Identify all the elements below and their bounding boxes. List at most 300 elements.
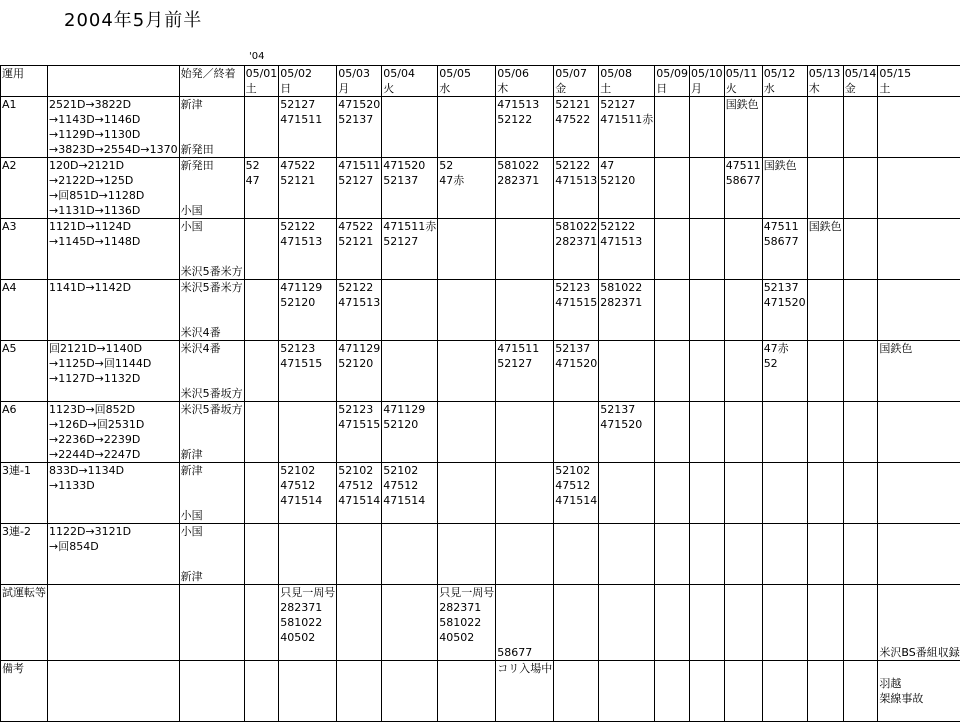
cell-line: 47赤 xyxy=(439,173,494,188)
vehicle-cell xyxy=(689,585,724,661)
cell-line: 月 xyxy=(338,81,380,96)
vehicle-cell xyxy=(438,524,496,585)
cell-line: 471513 xyxy=(497,97,552,112)
cell-line: 小国 xyxy=(181,219,243,234)
cell-line: 52120 xyxy=(600,173,653,188)
route-cell xyxy=(48,463,180,524)
vehicle-cell xyxy=(689,341,724,402)
cell-line xyxy=(497,630,552,645)
cell-line xyxy=(879,600,959,615)
cell-line xyxy=(181,432,243,447)
vehicle-cell xyxy=(878,158,960,219)
vehicle-cell xyxy=(878,524,960,585)
vehicle-cell xyxy=(496,97,554,158)
vehicle-cell xyxy=(843,97,878,158)
vehicle-cell xyxy=(807,402,843,463)
cell-line: →1127D→1132D xyxy=(49,371,178,386)
vehicle-cell xyxy=(599,219,655,280)
vehicle-cell xyxy=(337,524,382,585)
cell-line: 52120 xyxy=(383,417,436,432)
cell-line: 52137 xyxy=(338,112,380,127)
route-cell xyxy=(48,402,180,463)
cell-line: 47512 xyxy=(338,478,380,493)
header-unyo: 運用 xyxy=(1,66,48,97)
vehicle-cell xyxy=(807,463,843,524)
vehicle-cell xyxy=(762,219,807,280)
vehicle-cell xyxy=(724,341,762,402)
start-end-cell xyxy=(179,280,244,341)
cell-line: →126D→回2531D xyxy=(49,417,178,432)
start-end-cell xyxy=(179,661,244,722)
cell-line xyxy=(49,295,178,310)
start-end-cell xyxy=(179,158,244,219)
cell-line: 只見一周号 xyxy=(280,585,335,600)
cell-line xyxy=(497,615,552,630)
row-name: A4 xyxy=(1,280,48,341)
vehicle-cell xyxy=(279,158,337,219)
cell-line: 05/12 xyxy=(764,66,806,81)
vehicle-cell xyxy=(878,661,960,722)
cell-line: 架線事故 xyxy=(879,691,959,706)
header-route xyxy=(48,66,180,97)
cell-line: 05/04 xyxy=(383,66,436,81)
cell-line: 米沢5番坂方 xyxy=(181,402,243,417)
vehicle-cell xyxy=(655,158,690,219)
cell-line: 米沢4番 xyxy=(181,341,243,356)
cell-line: 国鉄色 xyxy=(809,219,842,234)
vehicle-cell xyxy=(762,158,807,219)
vehicle-cell xyxy=(279,585,337,661)
cell-line: 282371 xyxy=(555,234,597,249)
vehicle-cell xyxy=(244,524,279,585)
schedule-table xyxy=(0,65,960,722)
vehicle-cell xyxy=(382,219,438,280)
vehicle-cell xyxy=(382,463,438,524)
cell-line: 471515 xyxy=(338,417,380,432)
header-date xyxy=(279,66,337,97)
route-cell xyxy=(48,97,180,158)
row-name: A5 xyxy=(1,341,48,402)
vehicle-cell xyxy=(843,463,878,524)
vehicle-cell xyxy=(599,280,655,341)
cell-line: 05/05 xyxy=(439,66,494,81)
vehicle-cell xyxy=(496,341,554,402)
vehicle-cell xyxy=(655,463,690,524)
cell-line: 47522 xyxy=(280,158,335,173)
route-cell xyxy=(48,158,180,219)
vehicle-cell xyxy=(599,341,655,402)
cell-line: 47511 xyxy=(726,158,761,173)
vehicle-cell xyxy=(438,463,496,524)
header-date xyxy=(843,66,878,97)
vehicle-cell xyxy=(244,219,279,280)
vehicle-cell xyxy=(689,402,724,463)
cell-line: 国鉄色 xyxy=(879,341,959,356)
cell-line: 2521D→3822D xyxy=(49,97,178,112)
vehicle-cell xyxy=(438,661,496,722)
cell-line: 282371 xyxy=(600,295,653,310)
start-end-cell xyxy=(179,524,244,585)
table-row xyxy=(1,661,960,722)
vehicle-cell xyxy=(689,463,724,524)
cell-line: 新津 xyxy=(181,97,243,112)
cell-line: 282371 xyxy=(497,173,552,188)
header-date xyxy=(554,66,599,97)
cell-line: 52121 xyxy=(338,234,380,249)
cell-line: 471513 xyxy=(555,173,597,188)
cell-line xyxy=(181,295,243,310)
vehicle-cell xyxy=(438,97,496,158)
vehicle-cell xyxy=(724,158,762,219)
cell-line xyxy=(49,249,178,264)
cell-line: 47512 xyxy=(555,478,597,493)
start-end-cell xyxy=(179,463,244,524)
vehicle-cell xyxy=(762,280,807,341)
cell-line: 47522 xyxy=(338,219,380,234)
cell-line: 52137 xyxy=(383,173,436,188)
cell-line: 581022 xyxy=(280,615,335,630)
vehicle-cell xyxy=(554,341,599,402)
cell-line xyxy=(49,386,178,401)
cell-line: 52137 xyxy=(600,402,653,417)
cell-line: 47赤 xyxy=(764,341,806,356)
cell-line: 新津 xyxy=(181,447,243,462)
cell-line: 47 xyxy=(600,158,653,173)
cell-line: 52122 xyxy=(338,280,380,295)
vehicle-cell xyxy=(244,341,279,402)
header-date xyxy=(689,66,724,97)
vehicle-cell xyxy=(382,585,438,661)
vehicle-cell xyxy=(244,463,279,524)
route-cell xyxy=(48,341,180,402)
cell-line: 1141D→1142D xyxy=(49,280,178,295)
cell-line: 52127 xyxy=(280,97,335,112)
cell-line: 471514 xyxy=(383,493,436,508)
vehicle-cell xyxy=(689,158,724,219)
vehicle-cell xyxy=(724,219,762,280)
cell-line: 米沢BS番組収録 xyxy=(879,645,959,660)
table-row xyxy=(1,219,960,280)
header-date xyxy=(438,66,496,97)
header-hatsu: 始発／終着 xyxy=(179,66,244,97)
cell-line: 米沢4番 xyxy=(181,325,243,340)
vehicle-cell xyxy=(843,524,878,585)
vehicle-cell xyxy=(279,463,337,524)
cell-line: 木 xyxy=(497,81,552,96)
cell-line: 52122 xyxy=(555,158,597,173)
vehicle-cell xyxy=(599,402,655,463)
cell-line: 52127 xyxy=(497,356,552,371)
vehicle-cell xyxy=(807,524,843,585)
vehicle-cell xyxy=(337,97,382,158)
vehicle-cell xyxy=(843,402,878,463)
cell-line xyxy=(49,325,178,340)
vehicle-cell xyxy=(724,402,762,463)
cell-line xyxy=(879,615,959,630)
vehicle-cell xyxy=(382,97,438,158)
cell-line: 52102 xyxy=(383,463,436,478)
cell-line: 471513 xyxy=(280,234,335,249)
cell-line: 471520 xyxy=(555,356,597,371)
vehicle-cell xyxy=(554,158,599,219)
table-row xyxy=(1,402,960,463)
cell-line: 471520 xyxy=(383,158,436,173)
cell-line xyxy=(879,661,959,676)
cell-line: →1129D→1130D xyxy=(49,127,178,142)
vehicle-cell xyxy=(878,585,960,661)
vehicle-cell xyxy=(762,585,807,661)
cell-line: コリ入場中 xyxy=(497,661,552,676)
cell-line xyxy=(181,554,243,569)
vehicle-cell xyxy=(244,97,279,158)
cell-line: 金 xyxy=(845,81,877,96)
cell-line: 471129 xyxy=(280,280,335,295)
header-date xyxy=(496,66,554,97)
vehicle-cell xyxy=(807,585,843,661)
cell-line: 05/10 xyxy=(691,66,723,81)
table-row xyxy=(1,341,960,402)
row-name: 試運転等 xyxy=(1,585,48,661)
vehicle-cell xyxy=(878,341,960,402)
cell-line xyxy=(181,112,243,127)
cell-line: 581022 xyxy=(555,219,597,234)
cell-line: 52122 xyxy=(600,219,653,234)
cell-line: 05/14 xyxy=(845,66,877,81)
vehicle-cell xyxy=(807,280,843,341)
cell-line: 金 xyxy=(555,81,597,96)
vehicle-cell xyxy=(244,280,279,341)
start-end-cell xyxy=(179,219,244,280)
row-name: A6 xyxy=(1,402,48,463)
vehicle-cell xyxy=(438,585,496,661)
cell-line: 52123 xyxy=(555,280,597,295)
vehicle-cell xyxy=(762,402,807,463)
table-row xyxy=(1,158,960,219)
header-date xyxy=(244,66,279,97)
cell-line: 木 xyxy=(809,81,842,96)
cell-line: 52123 xyxy=(338,402,380,417)
cell-line: 52127 xyxy=(600,97,653,112)
cell-line: 52121 xyxy=(280,173,335,188)
vehicle-cell xyxy=(554,463,599,524)
start-end-cell xyxy=(179,402,244,463)
cell-line: 月 xyxy=(691,81,723,96)
cell-line xyxy=(49,569,178,584)
year-label: '04 xyxy=(249,51,264,62)
vehicle-cell xyxy=(878,280,960,341)
header-date xyxy=(807,66,843,97)
vehicle-cell xyxy=(599,524,655,585)
vehicle-cell xyxy=(807,219,843,280)
cell-line: 47511 xyxy=(764,219,806,234)
vehicle-cell xyxy=(554,402,599,463)
vehicle-cell xyxy=(724,463,762,524)
vehicle-cell xyxy=(337,463,382,524)
vehicle-cell xyxy=(554,97,599,158)
cell-line: 05/08 xyxy=(600,66,653,81)
cell-line: →2122D→125D xyxy=(49,173,178,188)
vehicle-cell xyxy=(655,402,690,463)
cell-line: 471520 xyxy=(338,97,380,112)
cell-line xyxy=(181,234,243,249)
header-date xyxy=(878,66,960,97)
cell-line xyxy=(49,508,178,523)
cell-line xyxy=(181,478,243,493)
cell-line: →1145D→1148D xyxy=(49,234,178,249)
cell-line: 水 xyxy=(439,81,494,96)
vehicle-cell xyxy=(599,158,655,219)
header-date xyxy=(655,66,690,97)
header-date xyxy=(382,66,438,97)
vehicle-cell xyxy=(843,158,878,219)
header-date xyxy=(337,66,382,97)
cell-line xyxy=(879,630,959,645)
cell-line: 1121D→1124D xyxy=(49,219,178,234)
vehicle-cell xyxy=(599,585,655,661)
vehicle-cell xyxy=(878,219,960,280)
vehicle-cell xyxy=(382,524,438,585)
cell-line: 小国 xyxy=(181,203,243,218)
cell-line: 282371 xyxy=(280,600,335,615)
cell-line: 05/07 xyxy=(555,66,597,81)
cell-line xyxy=(181,539,243,554)
route-cell xyxy=(48,524,180,585)
cell-line: 05/03 xyxy=(338,66,380,81)
vehicle-cell xyxy=(724,280,762,341)
vehicle-cell xyxy=(496,219,554,280)
cell-line: 05/09 xyxy=(656,66,688,81)
cell-line: 土 xyxy=(879,81,959,96)
vehicle-cell xyxy=(496,158,554,219)
cell-line: 58677 xyxy=(726,173,761,188)
vehicle-cell xyxy=(438,341,496,402)
cell-line: 52120 xyxy=(338,356,380,371)
vehicle-cell xyxy=(337,219,382,280)
cell-line: 581022 xyxy=(439,615,494,630)
vehicle-cell xyxy=(554,661,599,722)
cell-line: 05/15 xyxy=(879,66,959,81)
route-cell xyxy=(48,585,180,661)
table-row xyxy=(1,280,960,341)
cell-line xyxy=(181,310,243,325)
vehicle-cell xyxy=(807,661,843,722)
table-row xyxy=(1,463,960,524)
vehicle-cell xyxy=(337,280,382,341)
table-row xyxy=(1,585,960,661)
cell-line: 471513 xyxy=(600,234,653,249)
vehicle-cell xyxy=(279,341,337,402)
cell-line: 471515 xyxy=(280,356,335,371)
cell-line: 471520 xyxy=(600,417,653,432)
header-date xyxy=(762,66,807,97)
vehicle-cell xyxy=(689,524,724,585)
cell-line: 52120 xyxy=(280,295,335,310)
vehicle-cell xyxy=(438,219,496,280)
cell-line: 52102 xyxy=(280,463,335,478)
start-end-cell xyxy=(179,97,244,158)
cell-line: 471511 xyxy=(338,158,380,173)
cell-line: 471511赤 xyxy=(383,219,436,234)
cell-line: 471129 xyxy=(338,341,380,356)
cell-line: 52137 xyxy=(555,341,597,356)
vehicle-cell xyxy=(279,661,337,722)
cell-line xyxy=(181,188,243,203)
cell-line: 05/01 xyxy=(246,66,278,81)
row-name: A3 xyxy=(1,219,48,280)
cell-line: 471511 xyxy=(497,341,552,356)
vehicle-cell xyxy=(279,402,337,463)
cell-line xyxy=(49,264,178,279)
vehicle-cell xyxy=(337,341,382,402)
cell-line: 米沢5番米方 xyxy=(181,264,243,279)
cell-line xyxy=(181,127,243,142)
vehicle-cell xyxy=(337,585,382,661)
cell-line: 120D→2121D xyxy=(49,158,178,173)
start-end-cell xyxy=(179,341,244,402)
vehicle-cell xyxy=(382,280,438,341)
cell-line: 52102 xyxy=(338,463,380,478)
vehicle-cell xyxy=(337,661,382,722)
cell-line: 40502 xyxy=(439,630,494,645)
cell-line: 471520 xyxy=(764,295,806,310)
cell-line: 52 xyxy=(439,158,494,173)
vehicle-cell xyxy=(244,585,279,661)
cell-line: 1123D→回852D xyxy=(49,402,178,417)
vehicle-cell xyxy=(599,97,655,158)
page-title: 2004年5月前半 xyxy=(64,6,202,32)
vehicle-cell xyxy=(807,97,843,158)
cell-line: 日 xyxy=(280,81,335,96)
vehicle-cell xyxy=(762,524,807,585)
cell-line: →回854D xyxy=(49,539,178,554)
cell-line xyxy=(181,371,243,386)
cell-line: 米沢5番米方 xyxy=(181,280,243,295)
row-name: 3連-2 xyxy=(1,524,48,585)
vehicle-cell xyxy=(279,219,337,280)
vehicle-cell xyxy=(878,97,960,158)
cell-line: 471514 xyxy=(280,493,335,508)
cell-line: →回851D→1128D xyxy=(49,188,178,203)
cell-line: 52123 xyxy=(280,341,335,356)
vehicle-cell xyxy=(655,661,690,722)
row-name: 3連-1 xyxy=(1,463,48,524)
cell-line: 833D→1134D xyxy=(49,463,178,478)
header-date xyxy=(599,66,655,97)
cell-line: 40502 xyxy=(280,630,335,645)
vehicle-cell xyxy=(599,463,655,524)
cell-line: 282371 xyxy=(439,600,494,615)
cell-line xyxy=(49,493,178,508)
vehicle-cell xyxy=(878,463,960,524)
cell-line xyxy=(497,600,552,615)
vehicle-cell xyxy=(599,661,655,722)
cell-line xyxy=(181,356,243,371)
route-cell xyxy=(48,280,180,341)
vehicle-cell xyxy=(689,661,724,722)
cell-line: 米沢5番坂方 xyxy=(181,386,243,401)
vehicle-cell xyxy=(279,524,337,585)
vehicle-cell xyxy=(878,402,960,463)
vehicle-cell xyxy=(843,585,878,661)
header-row xyxy=(1,66,960,97)
vehicle-cell xyxy=(655,585,690,661)
cell-line: 581022 xyxy=(600,280,653,295)
vehicle-cell xyxy=(496,280,554,341)
vehicle-cell xyxy=(843,219,878,280)
cell-line xyxy=(181,493,243,508)
start-end-cell xyxy=(179,585,244,661)
cell-line: 羽越 xyxy=(879,676,959,691)
